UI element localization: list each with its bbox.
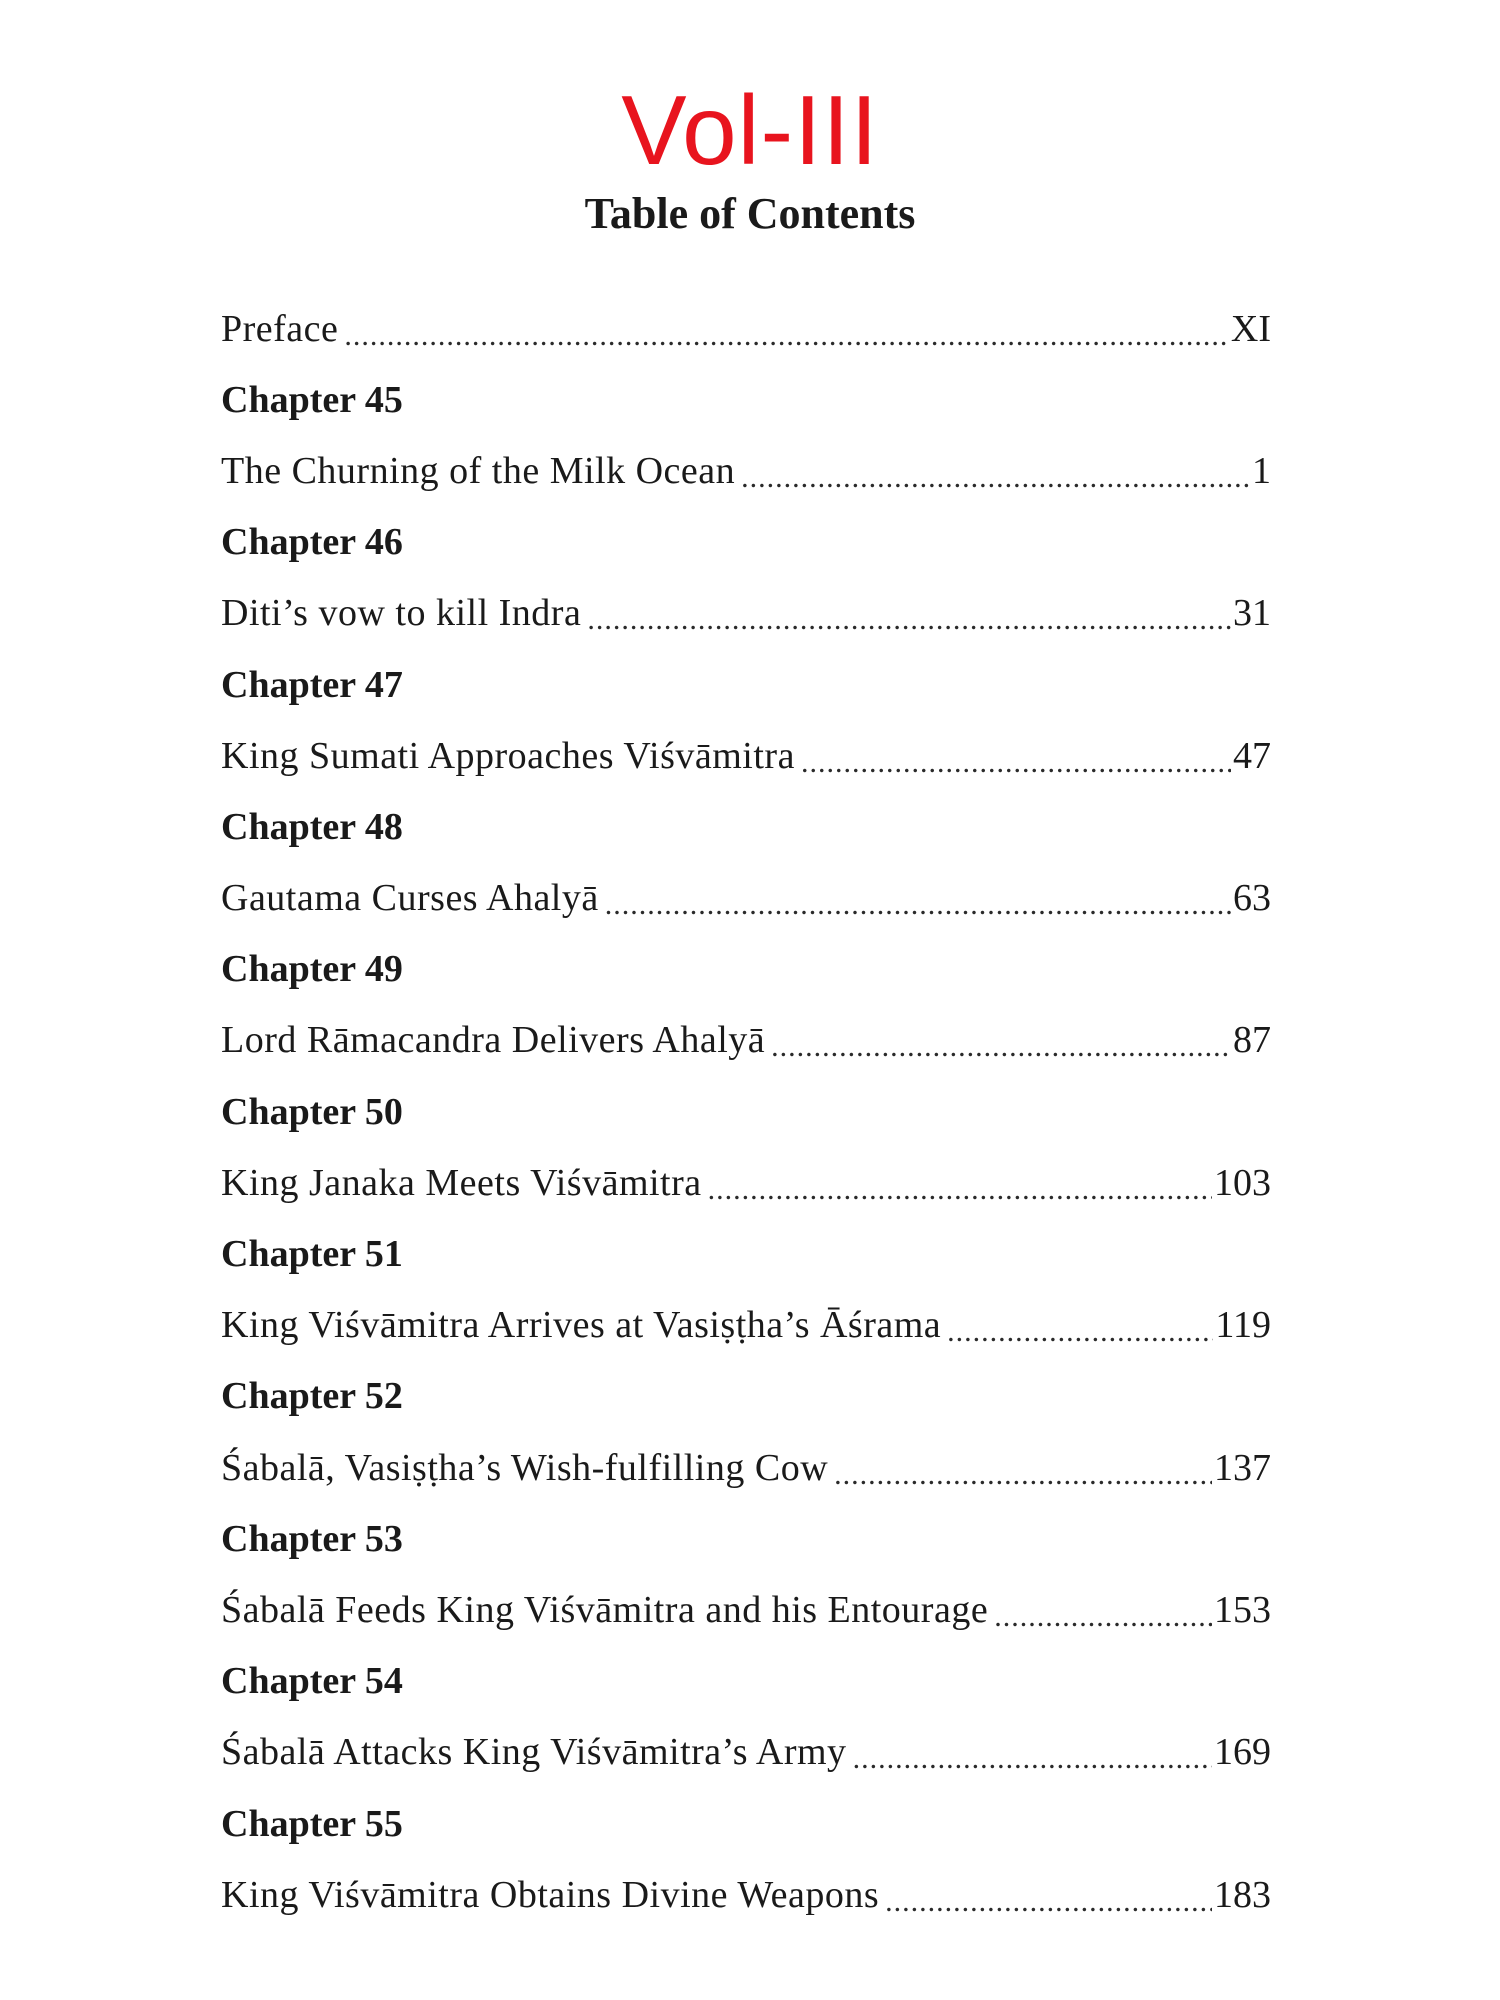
dot-leader [771,1030,1231,1064]
toc-entry-chapter-55[interactable] [221,1859,1271,1930]
chapter-label-49: Chapter 49 [221,948,403,991]
chapter-label-51: Chapter 51 [221,1233,403,1276]
toc-heading: Table of Contents [584,189,916,238]
dot-leader [605,888,1231,922]
page-number: 87 [1233,1019,1271,1062]
toc-entry-chapter-54[interactable] [221,1717,1271,1788]
page-number: 119 [1215,1304,1271,1347]
entry-title: King Viśvāmitra Arrives at Vasiṣṭha’s Āśrama [221,1304,942,1347]
entry-title: Gautama Curses Ahalyā [221,877,599,920]
chapter-label-52: Chapter 52 [221,1375,403,1418]
chapter-label-50: Chapter 50 [221,1090,403,1133]
chapter-label-45: Chapter 45 [221,378,403,421]
entry-title: Diti’s vow to kill Indra [221,592,582,635]
dot-leader [834,1458,1212,1492]
chapter-label-55: Chapter 55 [221,1802,403,1845]
entry-title: Preface [221,307,339,350]
entry-title: Śabalā Feeds King Viśvāmitra and his Entourage [221,1588,989,1631]
toc-entry-chapter-46[interactable] [221,578,1271,649]
entry-title: Lord Rāmacandra Delivers Ahalyā [221,1019,766,1062]
chapter-label-47: Chapter 47 [221,663,403,706]
page-number: XI [1230,307,1271,350]
entry-title: King Janaka Meets Viśvāmitra [221,1161,702,1204]
dot-leader [947,1315,1213,1349]
dot-leader [994,1600,1212,1634]
dot-leader [587,603,1231,637]
page-number: 1 [1252,449,1271,492]
chapter-label-54: Chapter 54 [221,1660,403,1703]
chapter-label-53: Chapter 53 [221,1517,403,1560]
toc-entry-chapter-45[interactable] [221,435,1271,506]
page-number: 137 [1214,1446,1271,1489]
page-number: 47 [1233,734,1271,777]
page-number: 169 [1214,1731,1271,1774]
dot-leader [853,1742,1212,1776]
entry-title: The Churning of the Milk Ocean [221,449,736,492]
toc-entry-chapter-50[interactable] [221,1147,1271,1218]
table-of-contents [221,293,1271,1930]
toc-entry-preface[interactable] [221,293,1271,364]
toc-entry-chapter-52[interactable] [221,1432,1271,1503]
chapter-label-46: Chapter 46 [221,521,403,564]
volume-title: Vol-III [621,75,879,185]
dot-leader [708,1173,1212,1207]
toc-entry-chapter-48[interactable] [221,863,1271,934]
dot-leader [885,1885,1212,1919]
entry-title: Śabalā, Vasiṣṭha’s Wish-fulfilling Cow [221,1446,829,1489]
chapter-label-48: Chapter 48 [221,805,403,848]
entry-title: Śabalā Attacks King Viśvāmitra’s Army [221,1731,847,1774]
page-number: 31 [1233,592,1271,635]
page-number: 183 [1214,1873,1271,1916]
toc-entry-chapter-53[interactable] [221,1574,1271,1645]
page-number: 63 [1233,877,1271,920]
dot-leader [801,746,1231,780]
toc-entry-chapter-47[interactable] [221,720,1271,791]
dot-leader [344,319,1228,353]
entry-title: King Viśvāmitra Obtains Divine Weapons [221,1873,880,1916]
toc-entry-chapter-51[interactable] [221,1290,1271,1361]
page-number: 103 [1214,1161,1271,1204]
entry-title: King Sumati Approaches Viśvāmitra [221,734,795,777]
page-number: 153 [1214,1588,1271,1631]
dot-leader [741,461,1250,495]
toc-entry-chapter-49[interactable] [221,1005,1271,1076]
